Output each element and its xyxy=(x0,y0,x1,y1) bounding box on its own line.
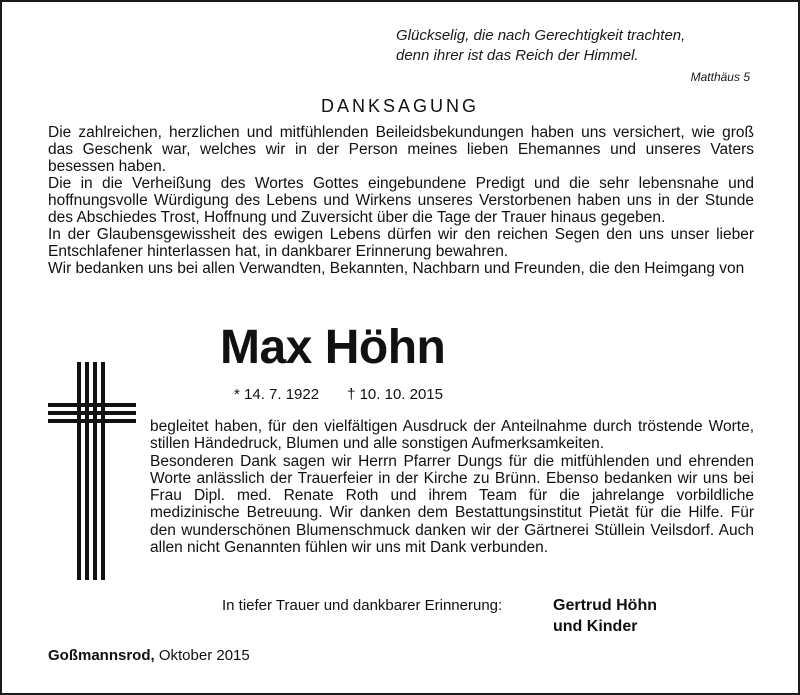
paragraph: In der Glaubensgewissheit des ewigen Lebens dürfen wir den reichen Segen den uns unser lieber Entschlafener hinterlassen hat, in dankbarer Erinnerung bewahren. xyxy=(48,226,754,260)
paragraph: Wir bedanken uns bei allen Verwandten, Bekannten, Nachbarn und Freunden, die den Heimgang von xyxy=(48,260,745,277)
latin-cross-icon xyxy=(48,362,136,580)
verse-line-1: Glückselig, die nach Gerechtigkeit trachten, xyxy=(396,27,686,44)
signer-name: Gertrud Höhn xyxy=(553,597,657,614)
paragraph: Die in die Verheißung des Wortes Gottes eingebundene Predigt und die sehr lebensnahe und hoffnungsvolle Würdigung des Lebens und Wirkens unseres Verstorbenen haben uns in der Stunde des Abschiedes Trost, Hoffnung und Zuversicht über die Tage der Trauer hinaus gegeben. xyxy=(48,175,754,226)
verse-line-2: denn ihrer ist das Reich der Himmel. xyxy=(396,47,639,64)
place: Goßmannsrod, xyxy=(48,647,155,664)
bible-verse xyxy=(396,26,756,66)
paragraph: Besonderen Dank sagen wir Herrn Pfarrer Dungs für die mitfühlenden und ehrenden Worte anlässlich der Trauerfeier in der Kirche zu Brünn. Ebenso bedanken wir uns bei Frau Dipl. med. Renate Roth und ihrem Team für die jahrelange vorbildliche medizinische Betreuung. Wir danken dem Bestattungsinstitut Pietät für die Hilfe. Für den wunderschönen Blumenschmuck danken wir der Gärtnerei Stüllein Veilsdorf. Auch allen nicht Genannten fühlen wir uns mit Dank verbunden. xyxy=(150,452,754,557)
closing-line: In tiefer Trauer und dankbarer Erinnerung: xyxy=(222,597,503,614)
deceased-name: Max Höhn xyxy=(220,321,446,374)
notice-heading: DANKSAGUNG xyxy=(320,96,480,116)
intro-text xyxy=(48,124,754,277)
signer-family: und Kinder xyxy=(553,618,638,635)
life-dates xyxy=(234,386,443,403)
paragraph: Die zahlreichen, herzlichen und mitfühlenden Beileidsbekundungen haben uns versichert, wie groß das Geschenk war, welches wir in der Person meines lieben Ehemannes und unseres Vaters besessen haben. xyxy=(48,124,754,175)
date: Oktober 2015 xyxy=(158,647,250,664)
birth-date: * 14. 7. 1922 xyxy=(234,386,320,403)
place-and-date xyxy=(48,647,250,664)
paragraph: begleitet haben, für den vielfältigen Ausdruck der Anteilnahme durch tröstende Worte, stillen Händedruck, Blumen und alle sonstigen Aufmerksamkeiten. xyxy=(150,418,754,453)
death-date: † 10. 10. 2015 xyxy=(347,386,443,403)
verse-reference: Matthäus 5 xyxy=(690,70,750,84)
signers xyxy=(553,595,657,637)
thanks-text xyxy=(150,418,754,556)
